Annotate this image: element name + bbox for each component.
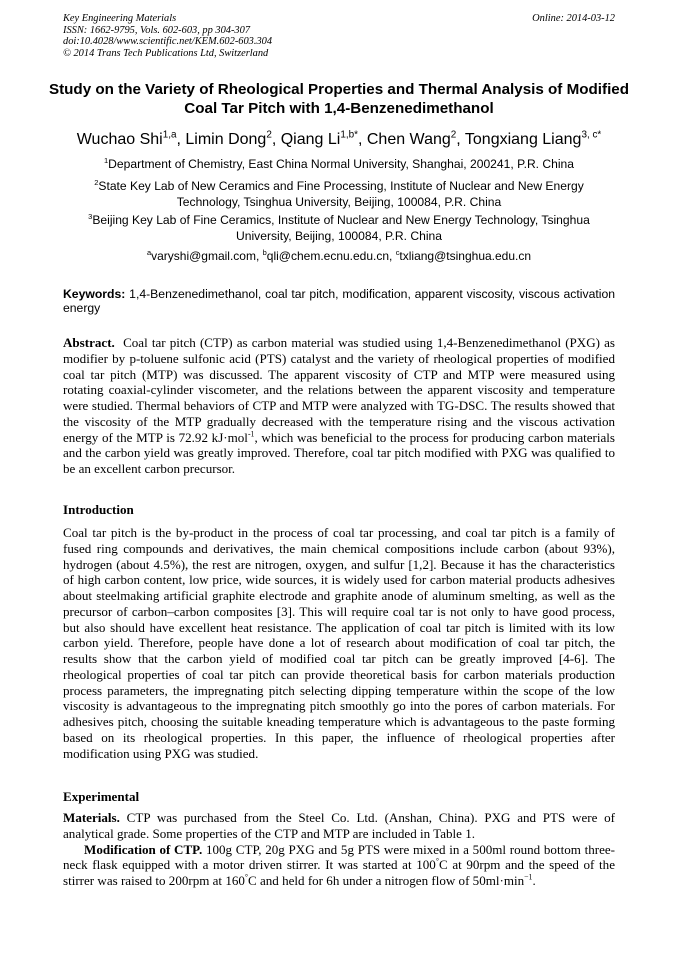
author: Limin Dong$^2$ <box>185 129 272 148</box>
experimental-text <box>63 810 615 889</box>
online-date: Online: 2014-03-12 <box>532 13 615 24</box>
author: Wuchao Shi$^{1,a}$ <box>76 129 177 148</box>
issn-line: ISSN: 1662-9795, Vols. 602-603, pp 304-307 <box>63 24 251 36</box>
modification-paragraph: Modification of CTP. 100g CTP, 20g PXG and 5g PTS were mixed in a 500ml round bottom three-neck flask equipped with a motor driven stirrer. It was started at 100°C at 90rpm and the speed of the stirrer was raised to 200rpm at 160°C and held for 6h under a nitrogen flow of $50ml\cdot\min^{-1}$. <box>63 841 616 888</box>
author: Qiang $Li^{1,b*}$ <box>280 129 358 148</box>
copyright-line: © 2014 Trans Tech Publications Ltd, Switzerland <box>63 47 269 59</box>
email[interactable]: $^a$varyshi@gmail.com <box>146 248 256 263</box>
author: Chen Wang$^2$ <box>366 129 457 148</box>
keywords <box>63 287 615 315</box>
paper-title: Study on the Variety of Rheological Properties and Thermal Analysis of Modified Coal Tar Pitch with 1,4-Benzenedimethanol <box>48 81 630 117</box>
journal-header <box>63 13 615 59</box>
journal-name: Key Engineering Materials <box>63 13 177 24</box>
affiliation: $^3$Beijing Key Lab of Fine Ceramics, Institute of Nuclear and New Energy Technology, Tsinghua University, Beijing, 100084, P.R. China <box>88 211 590 243</box>
affiliation: $^1$Department of Chemistry, East China Normal University, Shanghai, 200241, P.R. China <box>104 155 574 171</box>
keywords-label: Keywords: <box>63 287 126 301</box>
introduction-text: Coal tar pitch is the by-product in the process of coal tar processing, and coal tar pitch is a family of fused ring compounds and derivatives, the main chemical compositions include carbon (about 93%), hydrogen (about 4.5%), the rest are nitrogen, oxygen, and sulfur [1,2]. Because it has the characteristics of high carbon content, low price, wide sources, it is widely used for carbon material products adhesives about steelmaking artificial graphite electrode and graphite anode of aluminum smelting, as well as the precursor of carbon–carbon composites [3]. This will require coal tar is not only to have good process, but also should have excellent heat resistance. The application of coal tar pitch is limited with its low carbon yield. Therefore, people have done a lot of research about modification of coal tar pitch, the results show that the carbon yield of modified coal tar pitch can be greatly improved [4-6]. The rheological properties of coal tar pitch can provide theoretical basis for carbon materials production process parameters, the impregnating pitch selecting dipping temperature within the scope of the low viscosity is advantageous to the impregnating pitch smoothly go into the pores of carbon materials. For adhesives pitch, choosing the suitable kneading temperature which is advantageous to the paste forming based on its rheological properties. In this paper, the influence of rheological properties after modification using PXG was studied. <box>63 525 615 761</box>
section-heading-experimental: Experimental <box>63 789 140 804</box>
section-heading-introduction: Introduction <box>63 502 134 517</box>
author-list: Wuchao Shi$^{1,a}$, Limin Dong$^2$, Qiang $Li^{1,b*}$, Chen Wang$^2$, Tongxiang Liang$^{3, c*}$ <box>76 129 602 148</box>
email[interactable]: $^b$qli@chem.ecnu.edu.cn <box>262 248 390 263</box>
doi-line[interactable]: doi:10.4028/www.scientific.net/KEM.602-603.304 <box>63 36 273 48</box>
abstract-label: Abstract. <box>63 335 115 350</box>
affiliation: $^2$State Key Lab of New Ceramics and Fine Processing, Institute of Nuclear and New Energy Technology, Tsinghua University, Beijing, 100084, P.R. China <box>94 177 584 209</box>
materials-paragraph: Materials. CTP was purchased from the Steel Co. Ltd. (Anshan, China). PXG and PTS were of analytical grade. Some properties of the CTP and MTP are included in Table 1. <box>63 810 615 841</box>
email[interactable]: $^c$txliang@tsinghua.edu.cn <box>395 248 532 263</box>
author-emails: $^a$varyshi@gmail.com, $^b$qli@chem.ecnu.edu.cn, $^c$txliang@tsinghua.edu.cn <box>146 248 532 263</box>
abstract: Abstract. Coal tar pitch (CTP) as carbon material was studied using 1,4-Benzenedimethanol (PXG) as modifier by p-toluene sulfonic acid (PTS) catalyst and the variety of rheological properties of modified coal tar pitch (MTP) was discussed. The apparent viscosity of CTP and MTP were measured using rotating coaxial-cylinder viscometer, and the relations between the apparent viscosity and temperature were studied. Thermal behaviors of CTP and MTP were analyzed with TG-DSC. The results showed that the viscosity of the MTP gradually decreased with the temperature rising and the viscous activation energy of the MTP is 72.92 kJ·mol$^{-1}$, which was beneficial to the process for producing carbon materials and the carbon yield was greatly improved. Therefore, coal tar pitch modified with PXG was qualified to be an excellent carbon precursor. <box>63 335 615 476</box>
author: Tongxiang Liang$^{3, c*}$ <box>464 129 602 148</box>
keywords-text: 1,4-Benzenedimethanol, coal tar pitch, modification, apparent viscosity, viscous activation energy <box>63 287 616 315</box>
